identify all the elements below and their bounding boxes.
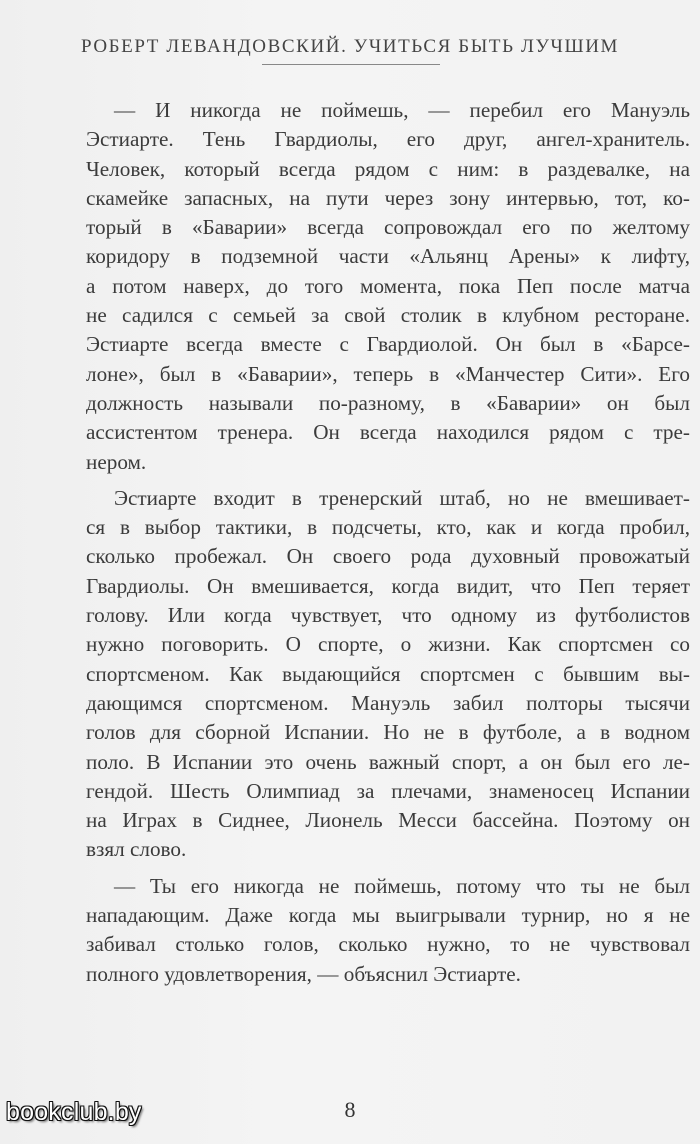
text-line: Эстиарте всегда вместе с Гвардиолой. Он был в «Барсе- [86,332,690,357]
paragraph-2 [86,484,690,865]
text-line: — И никогда не поймешь, — перебил его Мануэль [114,98,690,122]
text-line: на Играх в Сиднее, Лионель Месси бассейна. Поэтому он [86,808,690,833]
text-line: сколько пробежал. Он своего рода духовный провожатый [86,544,690,569]
paragraph-3 [86,872,690,989]
text-line: забивал столько голов, сколько нужно, то не чувствовал [86,932,690,957]
text-line: лоне», был в «Баварии», теперь в «Манчестер Сити». Его [86,361,690,386]
text-line: не садился с семьей за свой столик в клубном ресторане. [86,303,690,328]
page-number: 8 [344,1097,356,1122]
text-line: — Ты его никогда не поймешь, потому что ты не был [114,873,690,898]
text-line: ассистентом тренера. Он всегда находился рядом с тре- [86,420,690,445]
text-line: Эстиарте. Тень Гвардиолы, его друг, ангел-хранитель. [86,127,690,152]
text-line: Человек, который всегда рядом с ним: в раздевалке, на [86,156,690,181]
text-line: нападающим. Даже когда мы выигрывали турнир, но я не [86,903,690,928]
paragraph-gap [86,865,690,872]
text-line: полного удовлетворения, — объяснил Эстиарте. [86,961,521,986]
running-header: РОБЕРТ ЛЕВАНДОВСКИЙ. УЧИТЬСЯ БЫТЬ ЛУЧШИМ [80,36,620,57]
paragraph-gap [86,477,690,484]
text-line: Эстиарте входит в тренерский штаб, но не вмешивает- [114,485,690,510]
text-line: голов для сборной Испании. Но не в футболе, а в водном [86,720,690,745]
text-line: гендой. Шесть Олимпиад за плечами, знаменосец Испании [86,778,690,803]
text-line: Гвардиолы. Он вмешивается, когда видит, что Пеп теряет [86,573,690,598]
body-text [86,96,690,989]
text-line: скамейке запасных, на пути через зону интервью, тот, ко- [86,185,690,210]
text-line: коридору в подземной части «Альянц Арены» к лифту, [86,244,690,269]
text-line: нером. [86,449,147,474]
text-line: торый в «Баварии» всегда сопровождал его по желтому [86,215,690,240]
text-line: голову. Или когда чувствует, что одному из футболистов [86,603,690,628]
text-line: ся в выбор тактики, в подсчеты, кто, как и когда пробил, [86,515,690,540]
text-line: спортсменом. Как выдающийся спортсмен с бывшим вы- [86,661,690,686]
watermark-logo: bookclub.by [6,1098,142,1126]
header-rule [262,64,440,65]
text-line: нужно поговорить. О спорте, о жизни. Как спортсмен со [86,632,690,657]
text-line: а потом наверх, до того момента, пока Пеп после матча [86,273,690,298]
text-line: взял слово. [86,837,187,862]
text-line: поло. В Испании это очень важный спорт, а он был его ле- [86,749,690,774]
text-line: должность называли по-разному, в «Баварии» он был [86,390,690,415]
paragraph-1 [86,96,690,477]
text-line: дающимся спортсменом. Мануэль забил полторы тысячи [86,690,690,715]
